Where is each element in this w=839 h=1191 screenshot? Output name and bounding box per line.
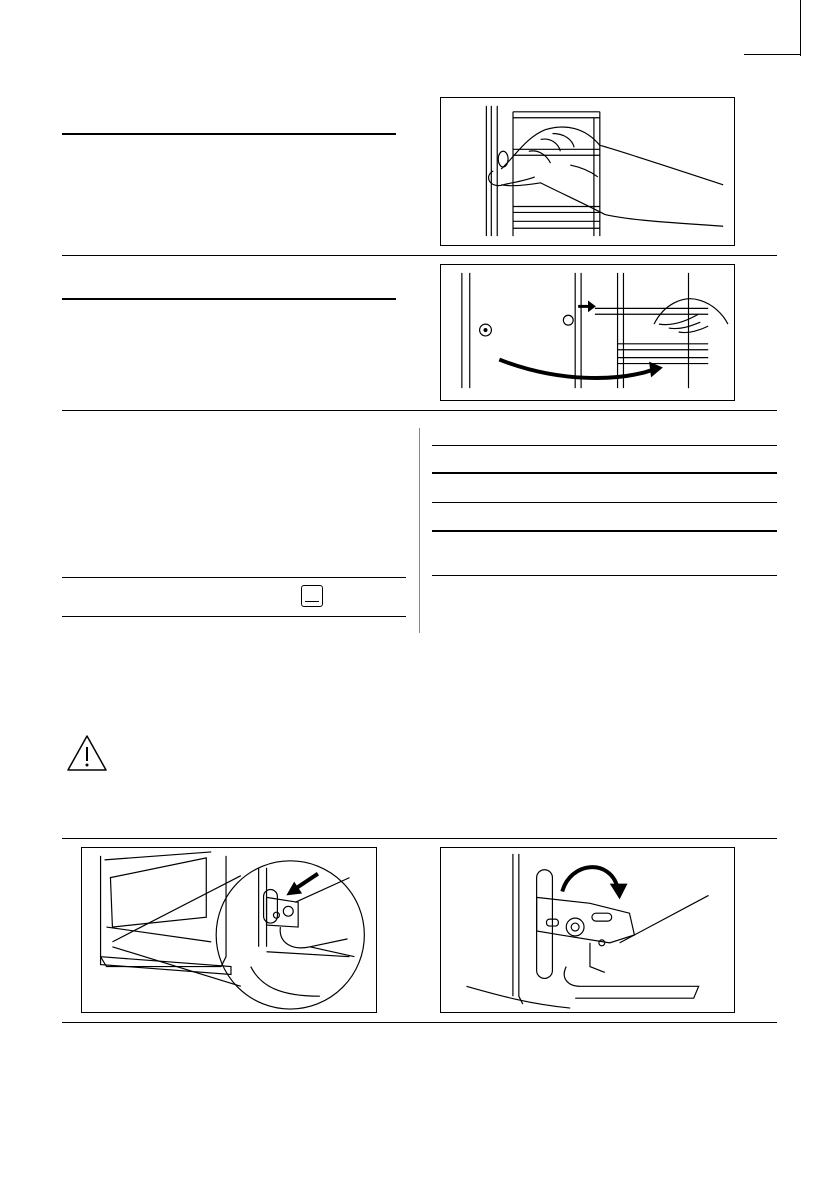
warning-triangle-icon xyxy=(66,734,108,772)
divider-1 xyxy=(62,255,777,256)
table-rule-4 xyxy=(432,530,777,532)
column-divider xyxy=(419,428,420,633)
illustration-reinsert-shelf-support xyxy=(440,264,735,401)
illustration-hinge-rotate xyxy=(440,847,735,1013)
page-corner-mark xyxy=(800,0,801,56)
page-corner-mark-h xyxy=(744,54,800,55)
section-1-text-rule xyxy=(62,133,396,135)
section-2-text-rule xyxy=(62,298,396,300)
left-col-rule-2 xyxy=(62,616,406,617)
table-rule-3 xyxy=(432,502,777,503)
table-rule-5 xyxy=(432,575,777,576)
illustration-door-hinge-closeup xyxy=(81,847,377,1013)
divider-2 xyxy=(62,410,777,411)
divider-4 xyxy=(62,1022,777,1023)
illustration-remove-shelf-support xyxy=(440,97,735,246)
table-rule-2 xyxy=(432,472,777,474)
door-hinge-lever-closeup-illustration xyxy=(82,848,376,1012)
left-col-rule-1 xyxy=(62,577,406,578)
hand-pulling-shelf-support-illustration xyxy=(441,98,734,245)
divider-3 xyxy=(62,838,777,839)
square-button-icon xyxy=(301,585,323,607)
table-rule-1 xyxy=(432,445,777,446)
shelf-support-reinsert-arrow-illustration xyxy=(441,265,734,400)
hinge-lever-rotate-illustration xyxy=(441,848,734,1012)
